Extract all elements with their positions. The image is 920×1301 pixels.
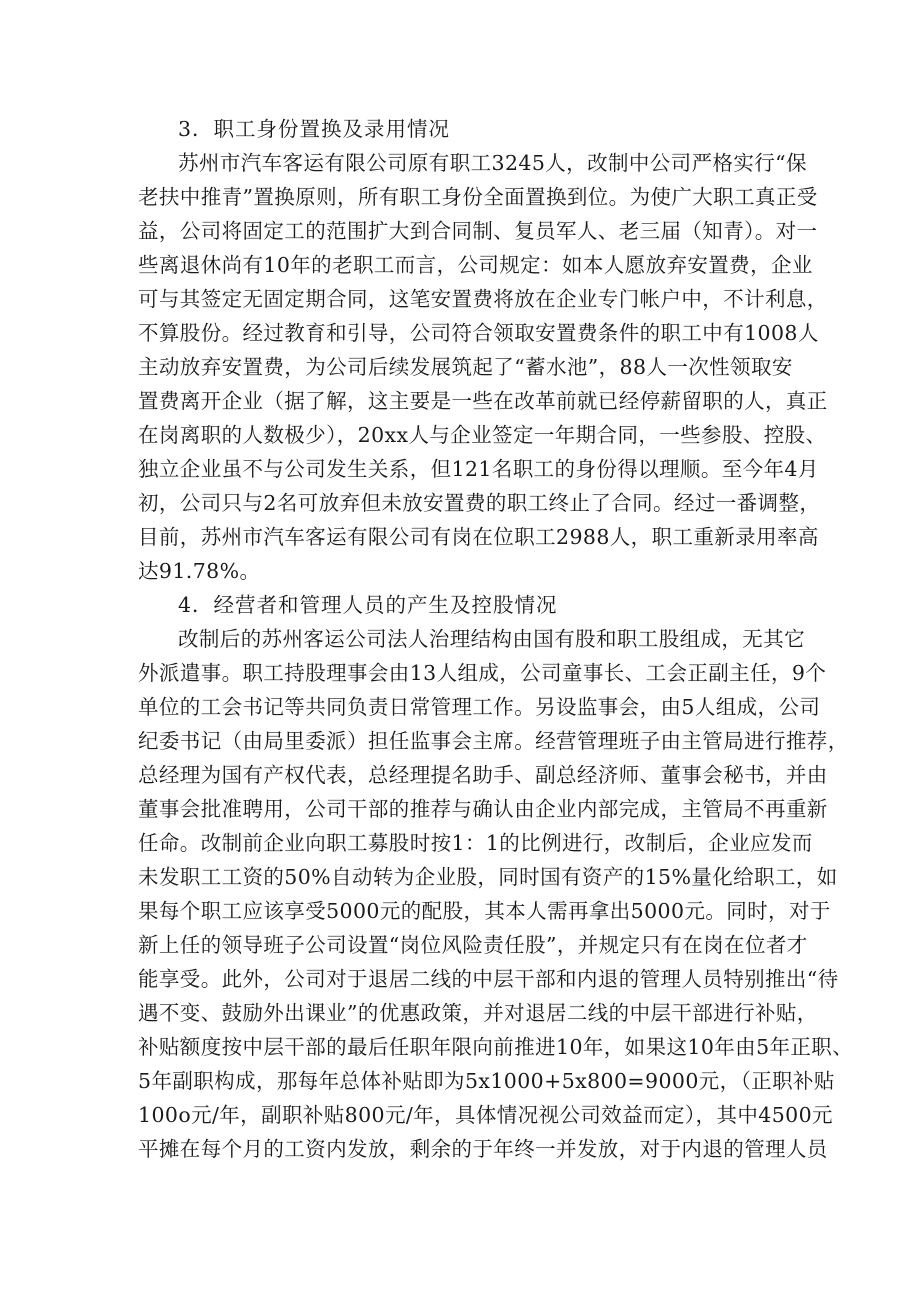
- section-4-line: 单位的工会书记等共同负责日常管理工作。另设监事会，由5人组成，公司: [138, 695, 821, 719]
- section-4-line: 果每个职工应该享受5000元的配股，其本人需再拿出5000元。同时，对于: [138, 899, 831, 923]
- section-4-line: 外派遣事。职工持股理事会由13人组成，公司童事长、工会正副主任，9个: [138, 661, 827, 685]
- section-4-line: 任命。改制前企业向职工募股时按1：1的比例进行，改制后，企业应发而: [138, 831, 813, 855]
- section-4-line: 补贴额度按中层干部的最后任职年限向前推进10年，如果这10年由5年正职、: [138, 1035, 854, 1059]
- section-4-line: 遇不变、鼓励外出课业”的优惠政策，并对退居二线的中层干部进行补贴，: [138, 1001, 818, 1025]
- section-4-line: 能享受。此外，公司对于退居二线的中层干部和内退的管理人员特别推出“待: [138, 967, 839, 991]
- section-4-line: 平摊在每个月的工资内发放，剩余的于年终一并发放，对于内退的管理人员: [138, 1137, 828, 1161]
- section-3-line: 主动放弃安置费，为公司后续发展筑起了“蓄水池”，88人一次性领取安: [138, 355, 793, 379]
- section-3-line: 目前，苏州市汽车客运有限公司有岗在位职工2988人，职工重新录用率高: [138, 525, 819, 549]
- section-3-line: 在岗离职的人数极少），20xx人与企业签定一年期合同，一些参股、控股、: [138, 423, 827, 447]
- section-4-line: 总经理为国有产权代表，总经理提名助手、副总经济师、董事会秘书，并由: [138, 763, 828, 787]
- section-4-line: 新上任的领导班子公司设置“岗位风险责任股”，并规定只有在岗在位者才: [138, 933, 808, 957]
- section-4-line: 100o元/年，副职补贴800元/年，具体情况视公司效益而定），其中4500元: [138, 1103, 833, 1127]
- section-4-line: 改制后的苏州客运公司法人治理结构由国有股和职工股组成，无其它: [178, 627, 805, 651]
- section-4-line: 未发职工工资的50%自动转为企业股，同时国有资产的15%量化给职工，如: [138, 865, 838, 889]
- section-3-line: 初，公司只与2名可放弃但未放安置费的职工终止了合同。经过一番调整，: [138, 491, 821, 515]
- section-4-heading: 4．经营者和管理人员的产生及控股情况: [178, 593, 558, 617]
- section-3-line: 不算股份。经过教育和引导，公司符合领取安置费条件的职工中有1008人: [138, 321, 819, 345]
- section-4-line: 纪委书记（由局里委派）担任监事会主席。经营管理班子由主管局进行推荐，: [138, 729, 849, 753]
- section-3-line: 益，公司将固定工的范围扩大到合同制、复员军人、老三届（知青）。对一: [138, 219, 818, 243]
- section-3-heading: 3．职工身份置换及录用情况: [178, 117, 451, 141]
- section-4-line: 5年副职构成，那每年总体补贴即为5x1000+5x800=9000元，（正职补贴: [138, 1069, 835, 1093]
- section-3-line: 可与其签定无固定期合同，这笔安置费将放在企业专门帐户中，不计利息，: [138, 287, 828, 311]
- section-3-line: 些离退休尚有10年的老职工而言，公司规定：如本人愿放弃安置费，企业: [138, 253, 813, 277]
- section-3-line: 苏州市汽车客运有限公司原有职工3245人，改制中公司严格实行“保: [178, 151, 807, 175]
- section-3-line: 独立企业虽不与公司发生关系，但121名职工的身份得以理顺。至今年4月: [138, 457, 819, 481]
- section-3-line: 老扶中推青”置换原则，所有职工身份全面置换到位。为使广大职工真正受: [138, 185, 818, 209]
- section-3-line: 达91.78%。: [138, 559, 261, 583]
- section-3-line: 置费离开企业（据了解，这主要是一些在改革前就已经停薪留职的人，真正: [138, 389, 828, 413]
- section-4-line: 董事会批准聘用，公司干部的推荐与确认由企业内部完成，主管局不再重新: [138, 797, 828, 821]
